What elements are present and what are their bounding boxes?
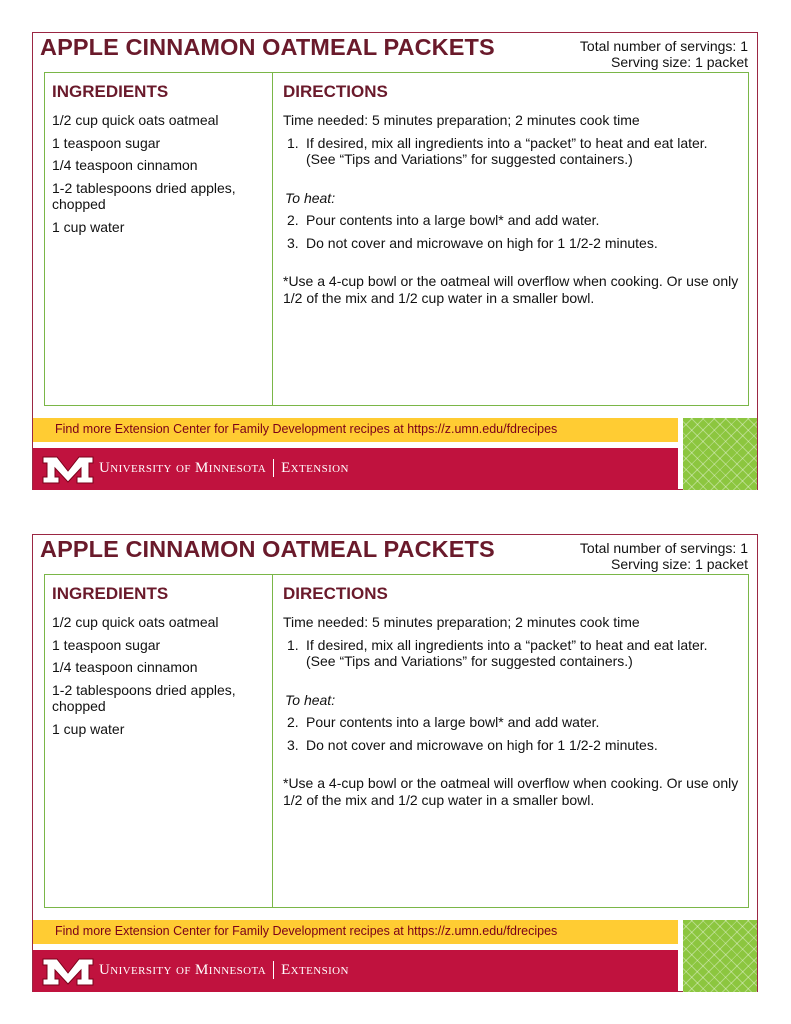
footer-gold-bar — [33, 920, 678, 944]
ingredient-item: 1 teaspoon sugar — [52, 636, 161, 653]
time-needed: Time needed: 5 minutes preparation; 2 minutes cook time — [283, 614, 640, 630]
directions-heading: DIRECTIONS — [283, 584, 388, 603]
ingredient-item: 1/2 cup quick oats oatmeal — [52, 614, 219, 630]
recipe-title: APPLE CINNAMON OATMEAL PACKETS — [40, 536, 495, 562]
step-text: Do not cover and microwave on high for 1 1/2-2 minutes. — [306, 736, 658, 753]
servings-info — [580, 38, 748, 70]
direction-step — [283, 135, 740, 168]
logo-university: University of Minnesota — [99, 961, 267, 978]
recipe-card — [32, 534, 758, 992]
ingredients-column — [45, 73, 273, 405]
to-heat-label: To heat: — [285, 189, 336, 206]
logo-divider — [273, 459, 274, 477]
ingredients-heading: INGREDIENTS — [52, 82, 169, 101]
footer-gold-bar — [33, 418, 678, 442]
time-needed: Time needed: 5 minutes preparation; 2 minutes cook time — [283, 112, 640, 128]
direction-step — [283, 235, 740, 252]
recipe-content-box — [44, 574, 749, 908]
total-servings: Total number of servings: 1 — [579, 540, 748, 556]
direction-step — [283, 737, 740, 754]
step-number: 1. — [287, 134, 299, 151]
recipe-content-box — [44, 72, 749, 406]
step-text: If desired, mix all ingredients into a “packet” to heat and eat later. (See “Tips and Variations” for suggested containers.) — [306, 134, 708, 167]
step-number: 2. — [287, 714, 299, 730]
green-crosshatch-pattern — [683, 920, 757, 992]
footer-maroon-bar — [33, 950, 678, 992]
step-text: Do not cover and microwave on high for 1 1/2-2 minutes. — [306, 234, 658, 251]
serving-size: Serving size: 1 packet — [611, 556, 748, 572]
logo-extension: Extension — [281, 459, 349, 476]
ingredient-item: 1/4 teaspoon cinnamon — [52, 157, 198, 173]
umn-block-m-icon — [41, 455, 95, 485]
ingredients-heading: INGREDIENTS — [52, 584, 169, 603]
footnote: *Use a 4-cup bowl or the oatmeal will overflow when cooking. Or use only 1/2 of the mix and 1/2 cup water in a smaller bowl. — [283, 273, 739, 306]
ingredient-item: 1-2 tablespoons dried apples, chopped — [52, 681, 236, 714]
recipe-title: APPLE CINNAMON OATMEAL PACKETS — [40, 34, 495, 60]
step-text: If desired, mix all ingredients into a “packet” to heat and eat later. (See “Tips and Variations” for suggested containers.) — [306, 636, 708, 669]
to-heat-label: To heat: — [285, 691, 336, 708]
logo-divider — [273, 961, 274, 979]
direction-step — [283, 637, 740, 670]
logo-wordmark — [99, 459, 349, 477]
step-number: 3. — [287, 234, 299, 251]
recipes-link[interactable]: Find more Extension Center for Family Development recipes at https://z.umn.edu/fdrecipes — [55, 924, 558, 938]
footnote: *Use a 4-cup bowl or the oatmeal will overflow when cooking. Or use only 1/2 of the mix and 1/2 cup water in a smaller bowl. — [283, 775, 739, 808]
logo-wordmark — [99, 961, 349, 979]
direction-step — [283, 212, 740, 229]
ingredient-item: 1 teaspoon sugar — [52, 134, 161, 151]
footer-maroon-bar — [33, 448, 678, 490]
umn-block-m-icon — [41, 957, 95, 987]
direction-step — [283, 714, 740, 731]
step-text: Pour contents into a large bowl* and add water. — [306, 714, 600, 730]
servings-info — [580, 540, 748, 572]
step-number: 3. — [287, 736, 299, 753]
logo-university: University of Minnesota — [99, 459, 267, 476]
ingredient-item: 1 cup water — [52, 218, 125, 235]
logo-extension: Extension — [281, 961, 349, 978]
step-number: 1. — [287, 636, 299, 653]
green-crosshatch-pattern — [683, 418, 757, 490]
ingredient-item: 1-2 tablespoons dried apples, chopped — [52, 179, 236, 212]
ingredients-column — [45, 575, 273, 907]
step-text: Pour contents into a large bowl* and add water. — [306, 212, 600, 228]
recipe-card — [32, 32, 758, 490]
directions-column — [273, 73, 748, 405]
recipes-link[interactable]: Find more Extension Center for Family Development recipes at https://z.umn.edu/fdrecipes — [55, 422, 558, 436]
serving-size: Serving size: 1 packet — [611, 54, 748, 70]
ingredient-item: 1/2 cup quick oats oatmeal — [52, 112, 219, 128]
ingredient-item: 1/4 teaspoon cinnamon — [52, 659, 198, 675]
total-servings: Total number of servings: 1 — [579, 38, 748, 54]
directions-column — [273, 575, 748, 907]
ingredient-item: 1 cup water — [52, 720, 125, 737]
directions-heading: DIRECTIONS — [283, 82, 388, 101]
step-number: 2. — [287, 212, 299, 228]
